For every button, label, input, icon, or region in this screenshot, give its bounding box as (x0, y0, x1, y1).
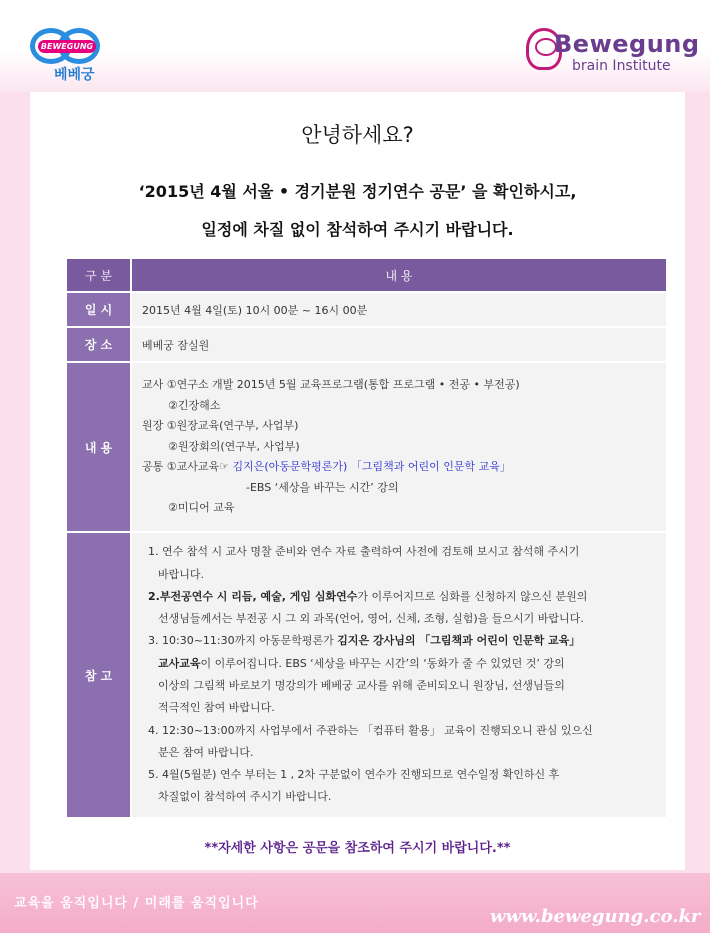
table-row-content (67, 363, 666, 531)
logo-korean-text: 베베궁 (54, 67, 95, 83)
note-line: 차질없이 참석하여 주시기 바랍니다. (158, 790, 332, 804)
table-header-row (67, 259, 666, 291)
content-cell (132, 363, 666, 531)
note-line: 이상의 그림책 바로보기 명강의가 베베궁 교사를 위해 준비되오니 원장님, 선생님들의 (158, 679, 565, 692)
place-value: 베베궁 잠실원 (132, 328, 666, 361)
note-text: 이 이루어집니다. EBS ‘세상을 바꾸는 시간’의 ‘동화가 줄 수 있었던 것’ 강의 (200, 656, 565, 670)
schedule-table (65, 257, 668, 819)
note-emphasis: 교사교육 (158, 656, 201, 670)
logo-brand-name: Bewegung (554, 30, 700, 58)
intro-line-2: 일정에 차질 없이 참석하여 주시기 바랍니다. (201, 220, 514, 239)
note-emphasis: 2.부전공연수 시 리듬, 예술, 게임 심화연수 (148, 589, 358, 603)
row-label-notes: 참 고 (67, 533, 130, 817)
content-line: 교사 ①연구소 개발 2015년 5월 교육프로그램(통합 프로그램 • 전공 • 부전공) (142, 377, 520, 391)
note-text: 3. 10:30~11:30까지 아동문학평론가 (148, 634, 338, 648)
note-line: 바랍니다. (158, 567, 205, 581)
note-line: 선생님들께서는 부전공 시 그 외 과목(언어, 영어, 신체, 조형, 실험)을 들으시기 바랍니다. (158, 612, 584, 626)
row-label-date: 일 시 (67, 293, 130, 326)
notice-card (30, 92, 685, 870)
note-line (142, 630, 656, 652)
bewegung-kr-logo (24, 28, 114, 83)
logo-badge: BEWEGUNG (38, 40, 96, 53)
content-line: -EBS ‘세상을 바꾸는 시간’ 강의 (246, 480, 399, 494)
website-url[interactable]: www.bewegung.co.kr (490, 906, 701, 927)
reference-note: **자세한 사항은 공문을 참조하여 주시기 바랍니다.** (204, 841, 511, 856)
table-row-place (67, 328, 666, 361)
note-line: 5. 4월(5월분) 연수 부터는 1 , 2차 구분없이 연수가 진행되므로 연수일정 확인하신 후 (148, 768, 560, 782)
note-line: 분은 참여 바랍니다. (158, 745, 254, 759)
note-line (142, 586, 656, 608)
logo-brand-sub: brain Institute (572, 58, 671, 74)
content-line: ②미디어 교육 (168, 501, 235, 515)
table-row-notes (67, 533, 666, 817)
content-line-text: 공통 ①교사교육☞ (142, 460, 233, 474)
note-line: 적극적인 참여 바랍니다. (158, 701, 275, 715)
row-label-content: 내 용 (67, 363, 130, 531)
table-row-date (67, 293, 666, 326)
content-line (142, 457, 656, 478)
col-label-header: 구 분 (67, 259, 130, 291)
row-label-place: 장 소 (67, 328, 130, 361)
note-line (142, 653, 656, 675)
lecture-title: 김지은(아동문학평론가) 「그림책과 어린이 인문학 교육」 (232, 460, 511, 474)
note-text: 가 이루어지므로 심화를 신청하지 않으신 분원의 (357, 589, 588, 603)
note-emphasis: 김지은 강사님의 「그림책과 어린이 인문학 교육」 (337, 634, 581, 648)
intro-line-1: ‘2015년 4월 서울 • 경기분원 정기연수 공문’ 을 확인하시고, (138, 182, 577, 201)
notes-cell (132, 533, 666, 817)
brain-institute-logo (526, 28, 700, 80)
footer-slogan: 교육을 움직입니다 / 미래를 움직입니다 (14, 896, 259, 911)
content-line: ②긴장해소 (168, 398, 221, 412)
greeting: 안녕하세요? (301, 123, 414, 147)
content-line: 원장 ①원장교육(연구부, 사업부) (142, 419, 299, 433)
note-line: 1. 연수 참석 시 교사 명찰 준비와 연수 자료 출력하여 사전에 검토해 보시고 참석해 주시기 (148, 545, 580, 559)
content-line: ②원장회의(연구부, 사업부) (168, 439, 300, 453)
note-line: 4. 12:30~13:00까지 사업부에서 주관하는 「컴퓨터 활용」 교육이 진행되오니 관심 있으신 (148, 723, 593, 737)
col-content-header: 내 용 (132, 259, 666, 291)
date-value: 2015년 4월 4일(토) 10시 00분 ~ 16시 00분 (132, 293, 666, 326)
